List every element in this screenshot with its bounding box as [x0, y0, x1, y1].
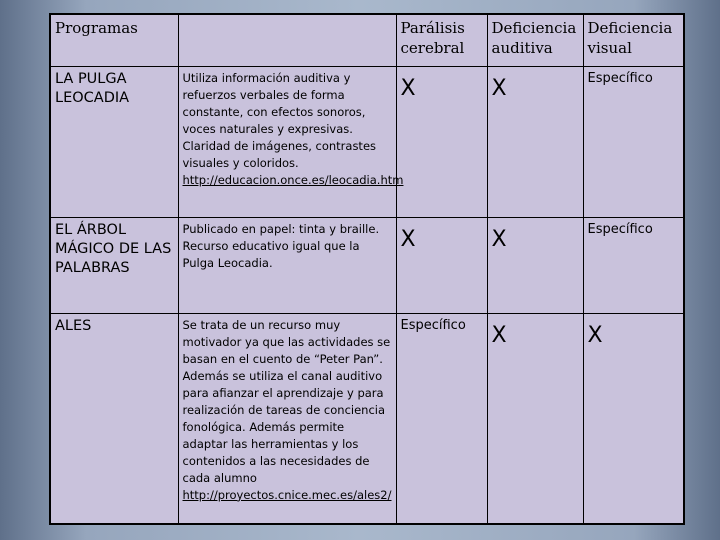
description-text: Utiliza información auditiva y refuerzos verbales de forma constante, con efectos sonoros, voces naturales y expresivas. Claridad de imágenes, contrastes visuales y coloridos. — [182, 70, 377, 170]
visual-value: Específico — [583, 66, 683, 217]
table-header-row — [51, 15, 683, 66]
description-text: Se trata de un recurso muy motivador ya que las actividades se basan en el cuento de “Peter Pan”. Además se utiliza el canal auditivo para afianzar el aprendizaje y para realización de tareas de conciencia fonológica. Además permite adaptar las herramientas y los contenidos a las necesidades de cada alumno — [182, 317, 391, 485]
auditiva-value: X — [487, 66, 583, 217]
header-deficiencia-visual: Deficiencia visual — [583, 15, 683, 66]
paralisis-value: X — [396, 217, 487, 313]
program-name: EL ÁRBOL MÁGICO DE LAS PALABRAS — [51, 217, 178, 313]
program-description — [178, 66, 404, 217]
visual-value: X — [583, 313, 683, 523]
auditiva-value: X — [487, 217, 583, 313]
table-row — [51, 217, 683, 313]
paralisis-value: Específico — [396, 313, 487, 523]
auditiva-value: X — [487, 313, 583, 523]
program-description — [178, 217, 396, 313]
program-link[interactable]: http://proyectos.cnice.mec.es/ales2/ — [182, 487, 392, 502]
visual-value: Específico — [583, 217, 683, 313]
programs-table — [51, 15, 683, 523]
program-link[interactable]: http://educacion.once.es/leocadia.htm — [182, 172, 404, 187]
table-row — [51, 66, 683, 217]
header-deficiencia-auditiva: Deficiencia auditiva — [487, 15, 583, 66]
header-paralisis-cerebral: Parálisis cerebral — [396, 15, 487, 66]
program-description — [178, 313, 396, 523]
program-name: ALES — [51, 313, 178, 523]
header-description — [178, 15, 396, 66]
paralisis-value: X — [396, 66, 487, 217]
description-text: Publicado en papel: tinta y braille. Recurso educativo igual que la Pulga Leocadia. — [182, 221, 380, 270]
header-programas: Programas — [51, 15, 178, 66]
program-name: LA PULGA LEOCADIA — [51, 66, 178, 217]
table-row — [51, 313, 683, 523]
slide — [49, 13, 685, 525]
